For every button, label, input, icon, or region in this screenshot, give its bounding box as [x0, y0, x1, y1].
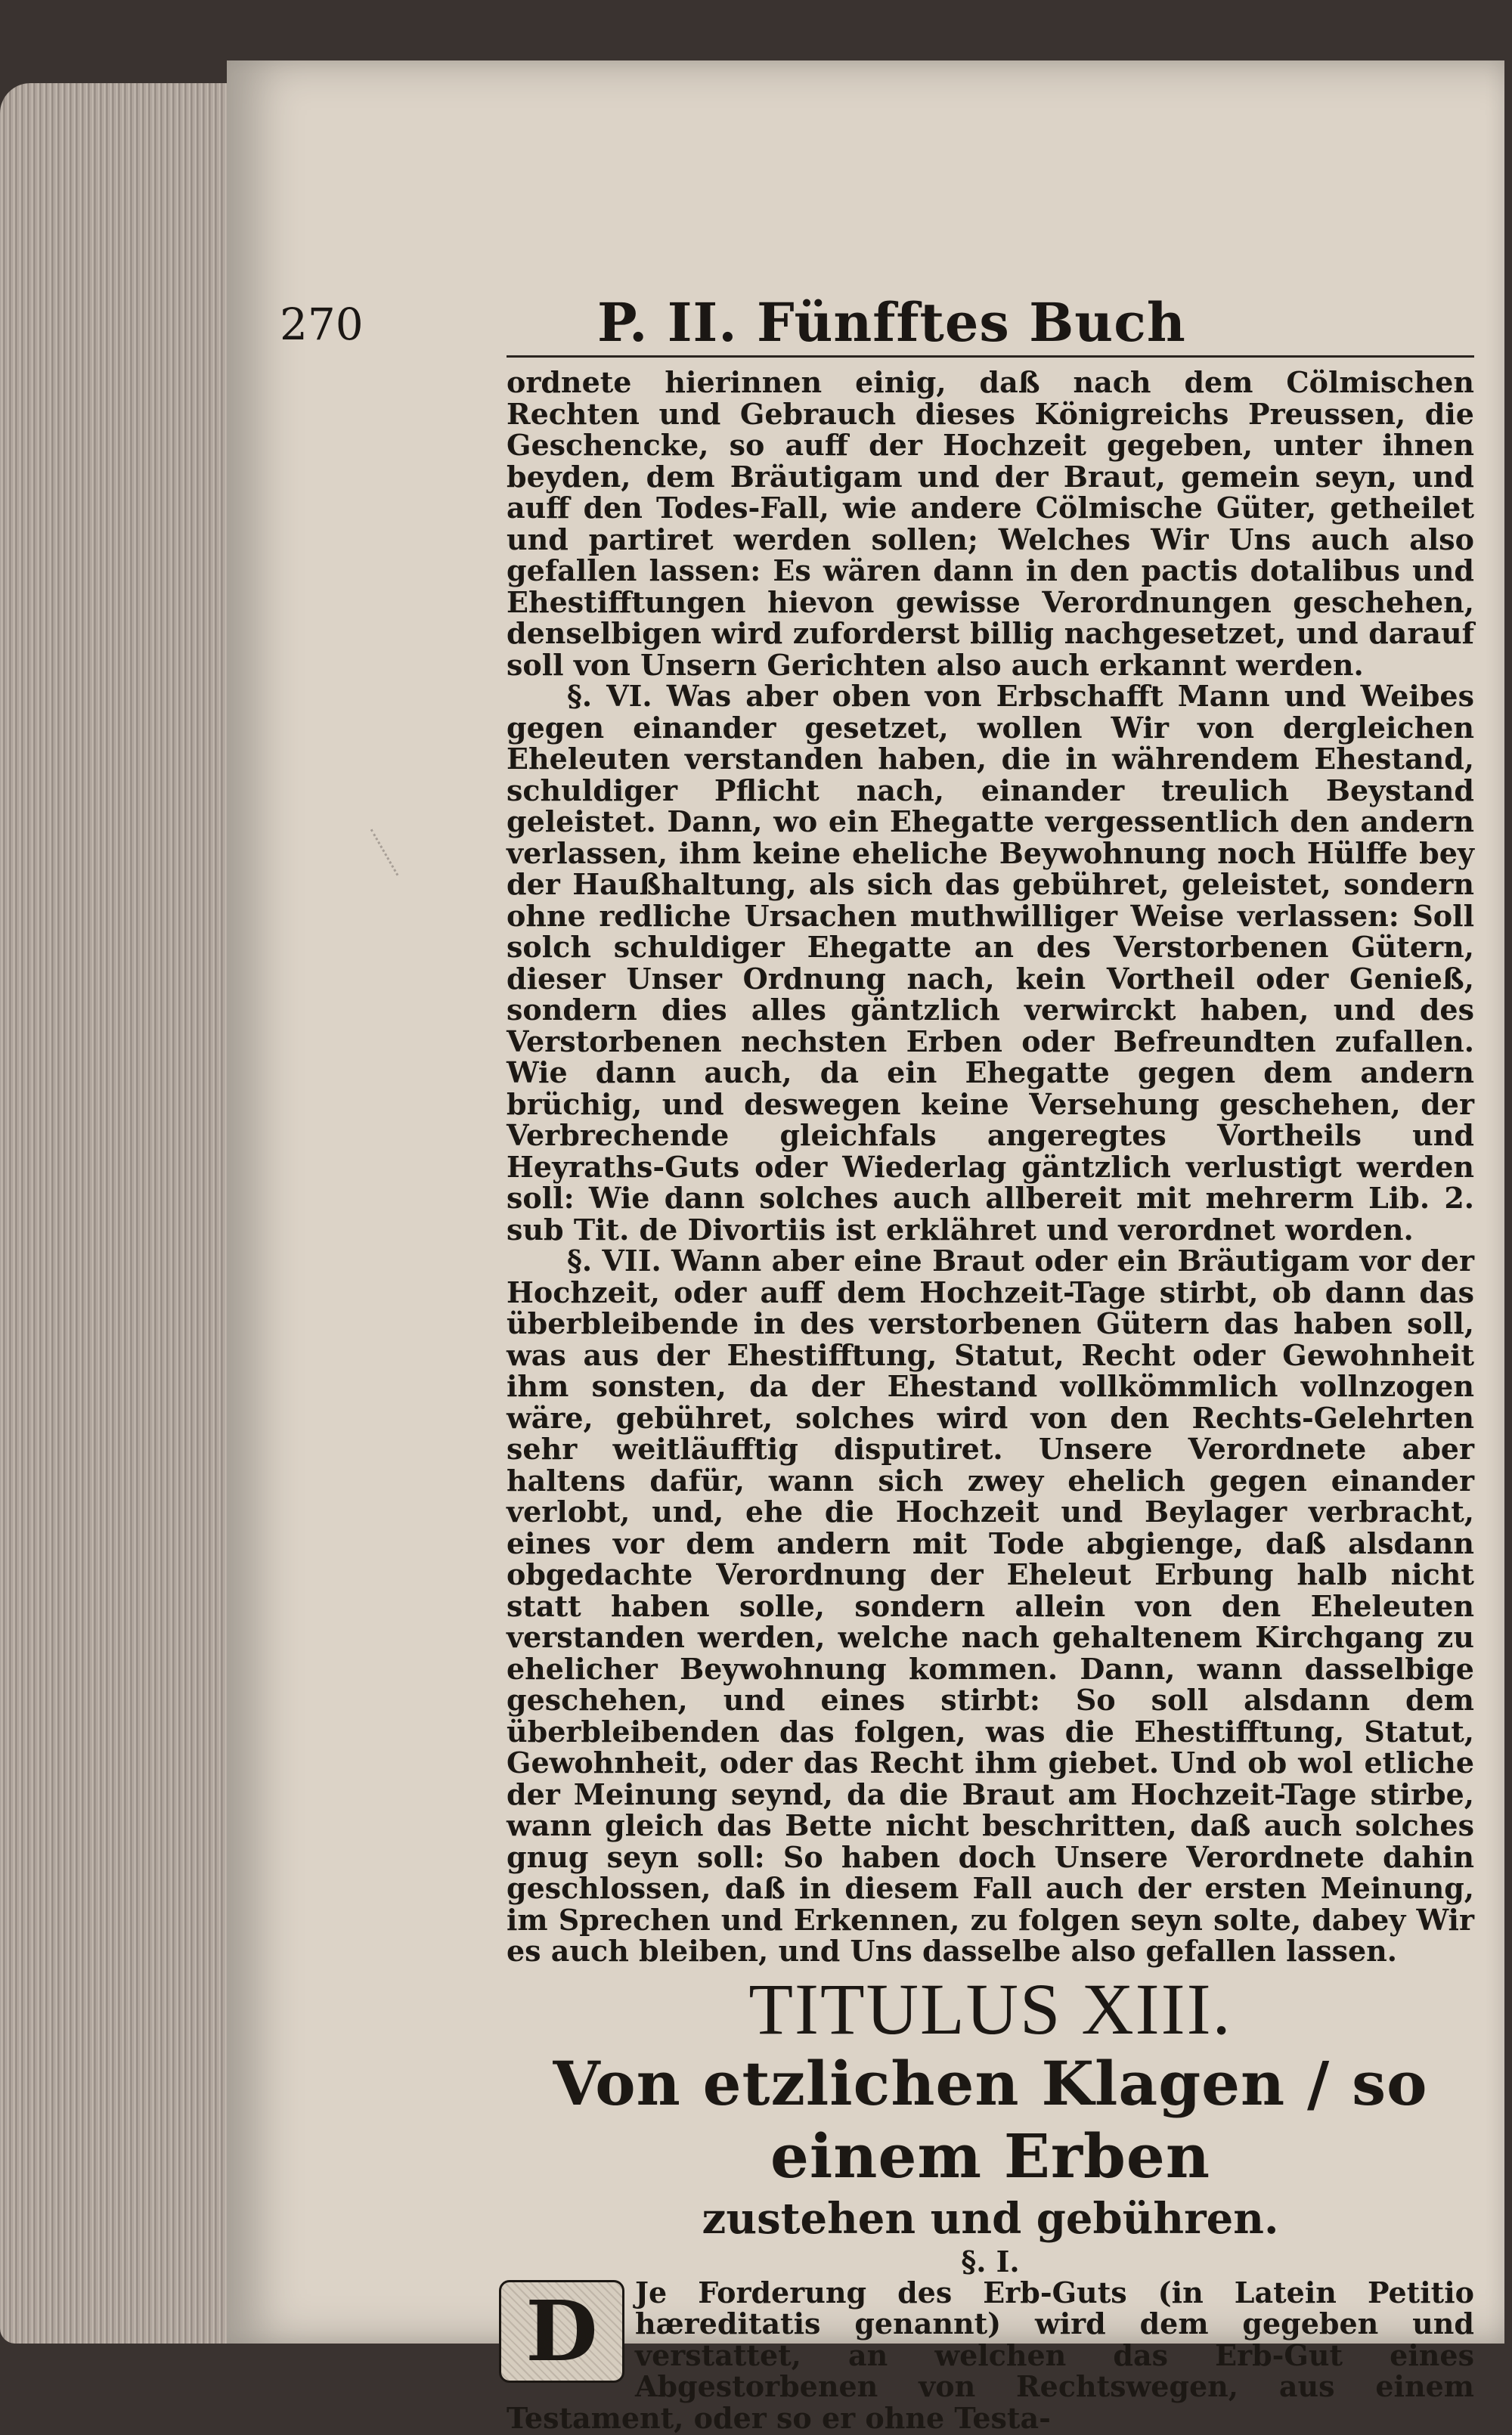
paragraph-section-6: §. VI. Was aber oben von Erbschafft Mann und Weibes gegen einander gesetzet, wollen Wir von dergleichen Eheleuten verstanden haben, die in währendem Ehestand, schuldiger Pflicht nach, einander treulich Beystand geleistet. Dann, wo ein Ehegatte vergessentlich den andern verlassen, ihm keine eheliche Beywohnung noch Hülffe bey der Haußhaltung, als sich das gebühret, geleistet, sondern ohne redliche Ursachen muthwilliger Weise verlassen: Soll solch schuldiger Ehegatte an des Verstorbenen Gütern, dieser Unser Ordnung nach, kein Vortheil oder Genieß, sondern dies alles gäntzlich verwirckt haben, und des Verstorbenen nechsten Erben oder Befreundten zufallen. Wie dann auch, da ein Ehegatte gegen dem andern brüchig, und deswegen keine Versehung geschehen, der Verbrechende gleichfals angeregtes Vortheils und Heyraths-Guts oder Wiederlag gäntzlich verlustigt werden soll: Wie dann solches auch allbereit mit mehrerm Lib. 2. sub Tit. de Divortiis ist erklähret und verordnet worden.: [507, 679, 1474, 1247]
page-number: 270: [280, 299, 364, 350]
header-rule: [507, 355, 1474, 358]
paragraph-section-7: §. VII. Wann aber eine Braut oder ein Bräutigam vor der Hochzeit, oder auff dem Hochzeit-Tage stirbt, ob dann das überbleibende in des verstorbenen Gütern das haben soll, was aus der Ehestifftung, Statut, Recht oder Gewohnheit ihm sonsten, da der Ehestand vollkömmlich vollnzogen wäre, gebühret, solches wird von den Rechts-Gelehrten sehr weitläufftig disputiret. Unsere Verordnete aber haltens dafür, wann sich zwey ehelich gegen einander verlobt, und, ehe die Hochzeit und Beylager verbracht, eines vor dem andern mit Tode abgienge, daß alsdann obgedachte Verordnung der Eheleut Erbung halb nicht statt haben solle, sondern allein von den Eheleuten verstanden werden, welche nach gehaltenem Kirchgang zu ehelicher Beywohnung kommen. Dann, wann dasselbige geschehen, und eines stirbt: So soll alsdann dem überbleibenden das folgen, was die Ehestifftung, Statut, Gewohnheit, oder das Recht ihm giebet. Und ob wol etliche der Meinung seynd, da die Braut am Hochzeit-Tage stirbe, wann gleich das Bette nicht beschritten, daß auch solches gnug seyn soll: So haben doch Unsere Verordnete dahin geschlossen, daß in diesem Fall auch der ersten Meinung, im Sprechen und Erkennen, zu folgen seyn solte, dabey Wir es auch bleiben, und Uns dasselbe also gefallen lassen.: [507, 1244, 1474, 1968]
chapter-subheading: zustehen und gebühren.: [702, 2193, 1279, 2244]
chapter-heading: Von etzlichen Klagen / so einem Erben: [553, 2047, 1428, 2192]
page-header: [280, 249, 1474, 355]
running-title: P. II. Fünfftes Buch: [597, 291, 1186, 354]
drop-cap: D: [499, 2280, 624, 2383]
title-block: [507, 1968, 1474, 2279]
section-mark: §. I.: [961, 2244, 1020, 2279]
paragraph-section-1: [507, 2277, 1474, 2434]
paragraph-section-1-text: Je Forderung des Erb-Guts (in Latein Petitio hæreditatis genannt) wird dem gegeben und verstattet, an welchen das Erb-Gut eines Abgestorbenen von Rechtswegen, aus einem Testament, oder so er ohne Testa-: [507, 2275, 1474, 2435]
paragraph-continued: ordnete hierinnen einig, daß nach dem Cölmischen Rechten und Gebrauch dieses Königreichs Preussen, die Geschencke, so auff der Hochzeit gegeben, unter ihnen beyden, dem Bräutigam und der Braut, gemein seyn, und auff den Todes-Fall, wie andere Cölmische Güter, getheilet und partiret werden sollen; Welches Wir Uns auch also gefallen lassen: Es wären dann in den pactis dotalibus und Ehestifftungen hievon gewisse Verordnungen geschehen, denselbigen wird zuforderst billig nachgesetzet, und darauf soll von Unsern Gerichten also auch erkannt werden.: [507, 365, 1474, 682]
main-text: [507, 367, 1474, 2433]
titulus-heading: TITULUS XIII.: [748, 1968, 1232, 2049]
book-page-edges: [0, 83, 249, 2344]
